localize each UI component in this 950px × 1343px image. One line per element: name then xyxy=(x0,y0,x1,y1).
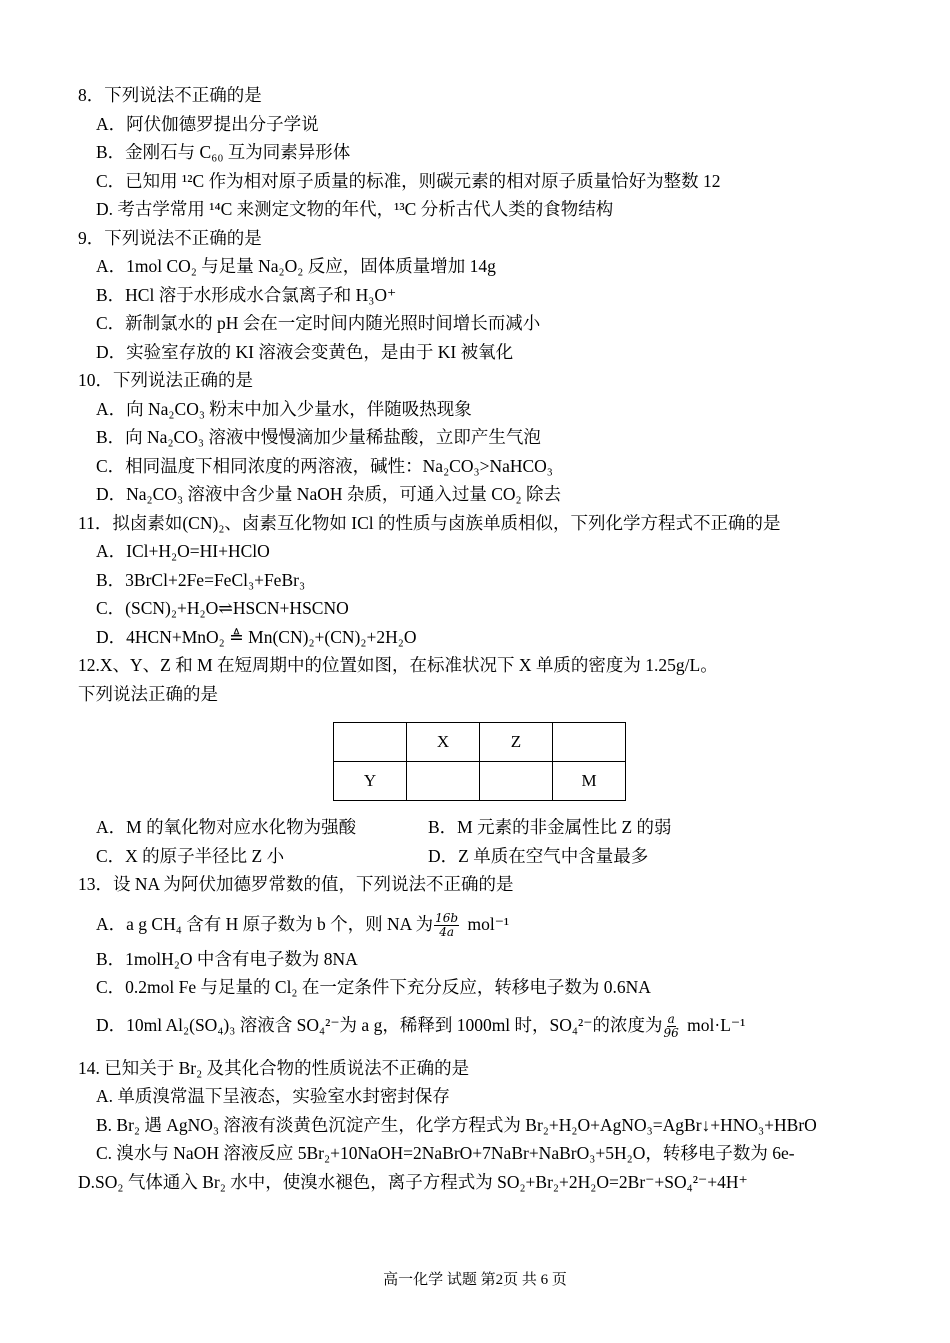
fraction xyxy=(664,1013,679,1040)
table-cell: Z xyxy=(480,723,553,762)
option: A．阿伏伽德罗提出分子学说 xyxy=(96,113,319,134)
question-stem: 13．设 NA 为阿伏加德罗常数的值，下列说法不正确的是 xyxy=(78,874,514,894)
option xyxy=(78,1004,878,1046)
table-cell xyxy=(553,723,626,762)
option: B．M 元素的非金属性比 Z 的弱 xyxy=(428,817,672,837)
table-cell: M xyxy=(553,762,626,801)
table-cell xyxy=(334,723,407,762)
question-13 xyxy=(78,870,878,1046)
option-text: D．10ml Al₂(SO₄)₃ 溶液含 SO₄²⁻为 a g，稀释到 1000ml 时，SO₄²⁻的浓度为 xyxy=(96,1014,663,1035)
numerator: 16b xyxy=(435,910,459,925)
table-cell: X xyxy=(407,723,480,762)
page-footer: 高一化学 试题 第2页 共 6 页 xyxy=(383,1272,567,1288)
option: C．0.2mol Fe 与足量的 Cl₂ 在一定条件下充分反应，转移电子数为 0.6NA xyxy=(96,977,651,997)
table-cell xyxy=(480,762,553,801)
question-14 xyxy=(78,1054,878,1197)
fraction xyxy=(434,912,459,939)
option: B．3BrCl+2Fe=FeCl₃+FeBr₃ xyxy=(96,569,306,590)
table-cell xyxy=(407,762,480,801)
denominator: 4a xyxy=(439,924,455,939)
option: A．M 的氧化物对应水化物为强酸 xyxy=(96,817,357,837)
question-stem: 8．下列说法不正确的是 xyxy=(78,85,262,105)
option: C．已知用 ¹²C 作为相对原子质量的标准，则碳元素的相对原子质量恰好为整数 12 xyxy=(96,170,721,191)
question-stem: 11．拟卤素如(CN)₂、卤素互化物如 ICl 的性质与卤族单质相似，下列化学方程式不正确的是 xyxy=(78,512,781,533)
question-stem: 10．下列说法正确的是 xyxy=(78,370,253,390)
exam-page xyxy=(78,81,878,1196)
option: D. 考古学常用 ¹⁴C 来测定文物的年代，¹³C 分析古代人类的食物结构 xyxy=(96,199,614,219)
question-stem: 9．下列说法不正确的是 xyxy=(78,227,262,248)
option: D．Na₂CO₃ 溶液中含少量 NaOH 杂质，可通入过量 CO₂ 除去 xyxy=(96,484,562,504)
option: B．金刚石与 C₆₀ 互为同素异形体 xyxy=(96,142,351,162)
option: C. 溴水与 NaOH 溶液反应 5Br₂+10NaOH=2NaBrO+7NaBr+NaBrO₃+5H₂O，转移电子数为 6e- xyxy=(96,1143,795,1163)
question-stem: 12.X、Y、Z 和 M 在短周期中的位置如图，在标准状况下 X 单质的密度为 1.25g/L。 xyxy=(78,655,718,675)
option: B．向 Na₂CO₃ 溶液中慢慢滴加少量稀盐酸，立即产生气泡 xyxy=(96,427,541,447)
option: A. 单质溴常温下呈液态，实验室水封密封保存 xyxy=(96,1086,450,1106)
option: D．4HCN+MnO₂ ≜ Mn(CN)₂+(CN)₂+2H₂O xyxy=(96,626,417,647)
option: A．向 Na₂CO₃ 粉末中加入少量水，伴随吸热现象 xyxy=(96,398,472,419)
question-8 xyxy=(78,81,878,224)
option: C．相同温度下相同浓度的两溶液，碱性：Na₂CO₃>NaHCO₃ xyxy=(96,455,553,476)
question-11 xyxy=(78,509,878,652)
option: C．新制氯水的 pH 会在一定时间内随光照时间增长而减小 xyxy=(96,313,541,333)
option-row xyxy=(78,813,878,842)
denominator: 96 xyxy=(663,1025,679,1040)
numerator: a xyxy=(667,1011,675,1026)
periodic-position-table xyxy=(333,722,626,801)
option: C．(SCN)₂+H₂O⇌HSCN+HSCNO xyxy=(96,598,349,618)
option: A．1mol CO₂ 与足量 Na₂O₂ 反应，固体质量增加 14g xyxy=(96,256,496,276)
question-9 xyxy=(78,224,878,367)
option: C．X 的原子半径比 Z 小 xyxy=(96,845,285,866)
option xyxy=(78,903,878,945)
table-cell: Y xyxy=(334,762,407,801)
unit: mol·L⁻¹ xyxy=(687,1014,746,1035)
option: D.SO₂ 气体通入 Br₂ 水中，使溴水褪色，离子方程式为 SO₂+Br₂+2H₂O=2Br⁻+SO₄²⁻+4H⁺ xyxy=(78,1171,748,1192)
option: B．1molH₂O 中含有电子数为 8NA xyxy=(96,948,358,969)
option: A．ICl+H₂O=HI+HClO xyxy=(96,541,270,561)
option-row xyxy=(78,842,878,871)
question-10 xyxy=(78,366,878,509)
option: B．HCl 溶于水形成水合氯离子和 H₃O⁺ xyxy=(96,284,397,305)
question-stem: 14. 已知关于 Br₂ 及其化合物的性质说法不正确的是 xyxy=(78,1057,470,1078)
option-text: A．a g CH₄ 含有 H 原子数为 b 个，则 NA 为 xyxy=(96,913,434,934)
option: D．实验室存放的 KI 溶液会变黄色，是由于 KI 被氧化 xyxy=(96,341,514,362)
question-12 xyxy=(78,651,878,870)
option: D．Z 单质在空气中含量最多 xyxy=(428,845,649,866)
option: B. Br₂ 遇 AgNO₃ 溶液有淡黄色沉淀产生，化学方程式为 Br₂+H₂O+AgNO₃=AgBr↓+HNO₃+HBrO xyxy=(96,1114,817,1135)
unit: mol⁻¹ xyxy=(467,913,510,934)
question-stem-2: 下列说法正确的是 xyxy=(78,683,218,704)
